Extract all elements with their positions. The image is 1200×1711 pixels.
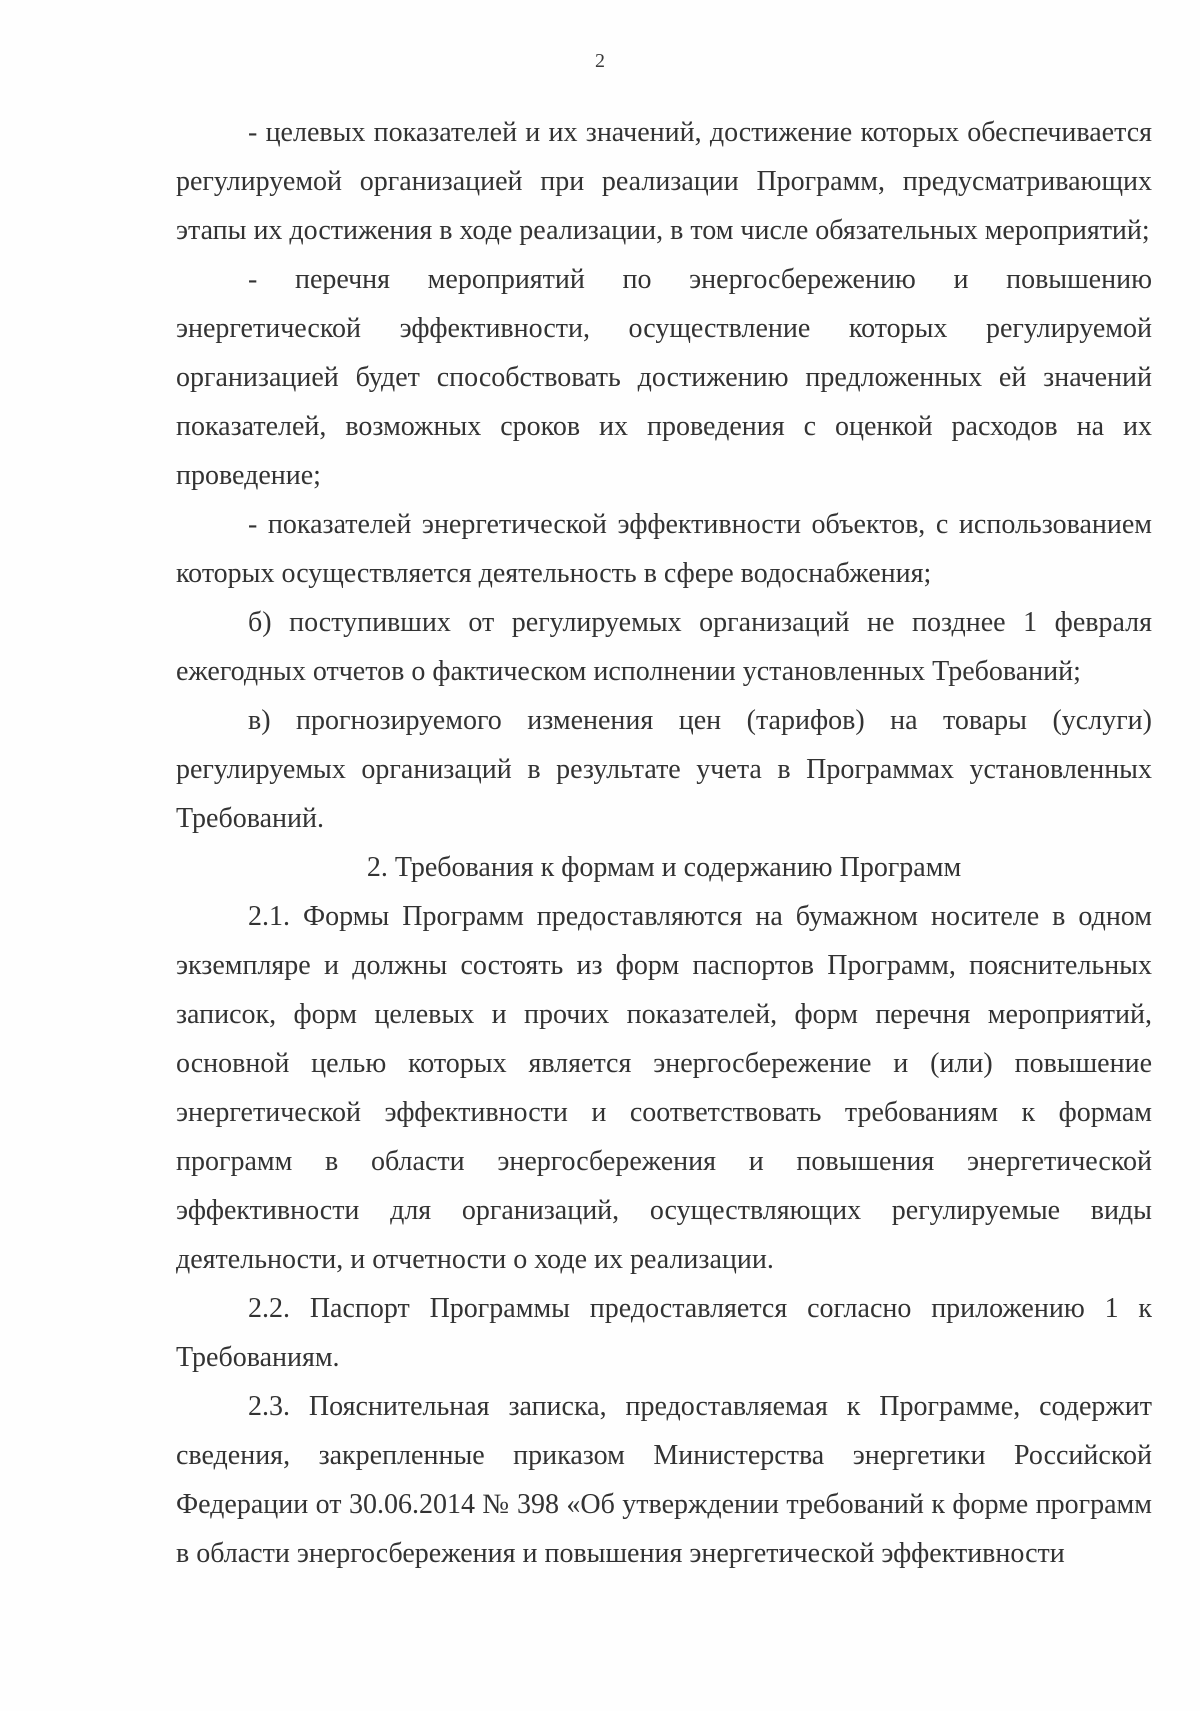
page-number: 2 xyxy=(595,50,605,72)
section-heading: 2. Требования к формам и содержанию Программ xyxy=(366,852,962,883)
paragraph-2-2: 2.2. Паспорт Программы предоставляется согласно приложению 1 к Требованиям. xyxy=(176,1293,1152,1373)
paragraph-measures-list: - перечня мероприятий по энергосбережению и повышению энергетической эффективности, осуществление которых регулируемой организацией будет способствовать достижению предложенных ей значений показателей, возможных сроков их проведения с оценкой расходов на их проведение; xyxy=(176,264,1152,491)
paragraph-efficiency-indicators: - показателей энергетической эффективности объектов, с использованием которых осуществляется деятельность в сфере водоснабжения; xyxy=(176,509,1152,589)
paragraph-target-indicators: - целевых показателей и их значений, достижение которых обеспечивается регулируемой организацией при реализации Программ, предусматривающих этапы их достижения в ходе реализации, в том числе обязательных мероприятий; xyxy=(176,117,1152,246)
paragraph-2-1: 2.1. Формы Программ предоставляются на бумажном носителе в одном экземпляре и должны состоять из форм паспортов Программ, пояснительных записок, форм целевых и прочих показателей, форм перечня мероприятий, основной целью которых является энергосбережение и (или) повышение энергетической эффективности и соответствовать требованиям к формам программ в области энергосбережения и повышения энергетической эффективности для организаций, осуществляющих регулируемые виды деятельности, и отчетности о ходе их реализации. xyxy=(176,901,1152,1275)
paragraph-2-3: 2.3. Пояснительная записка, предоставляемая к Программе, содержит сведения, закрепленные приказом Министерства энергетики Российской Федерации от 30.06.2014 № 398 «Об утверждении требований к форме программ в области энергосбережения и повышения энергетической эффективности xyxy=(176,1391,1152,1569)
paragraph-annual-reports: б) поступивших от регулируемых организаций не позднее 1 февраля ежегодных отчетов о фактическом исполнении установленных Требований; xyxy=(176,607,1152,687)
paragraph-tariff-change: в) прогнозируемого изменения цен (тарифов) на товары (услуги) регулируемых организаций в результате учета в Программах установленных Требований. xyxy=(176,705,1152,834)
document-body xyxy=(176,108,1152,1578)
